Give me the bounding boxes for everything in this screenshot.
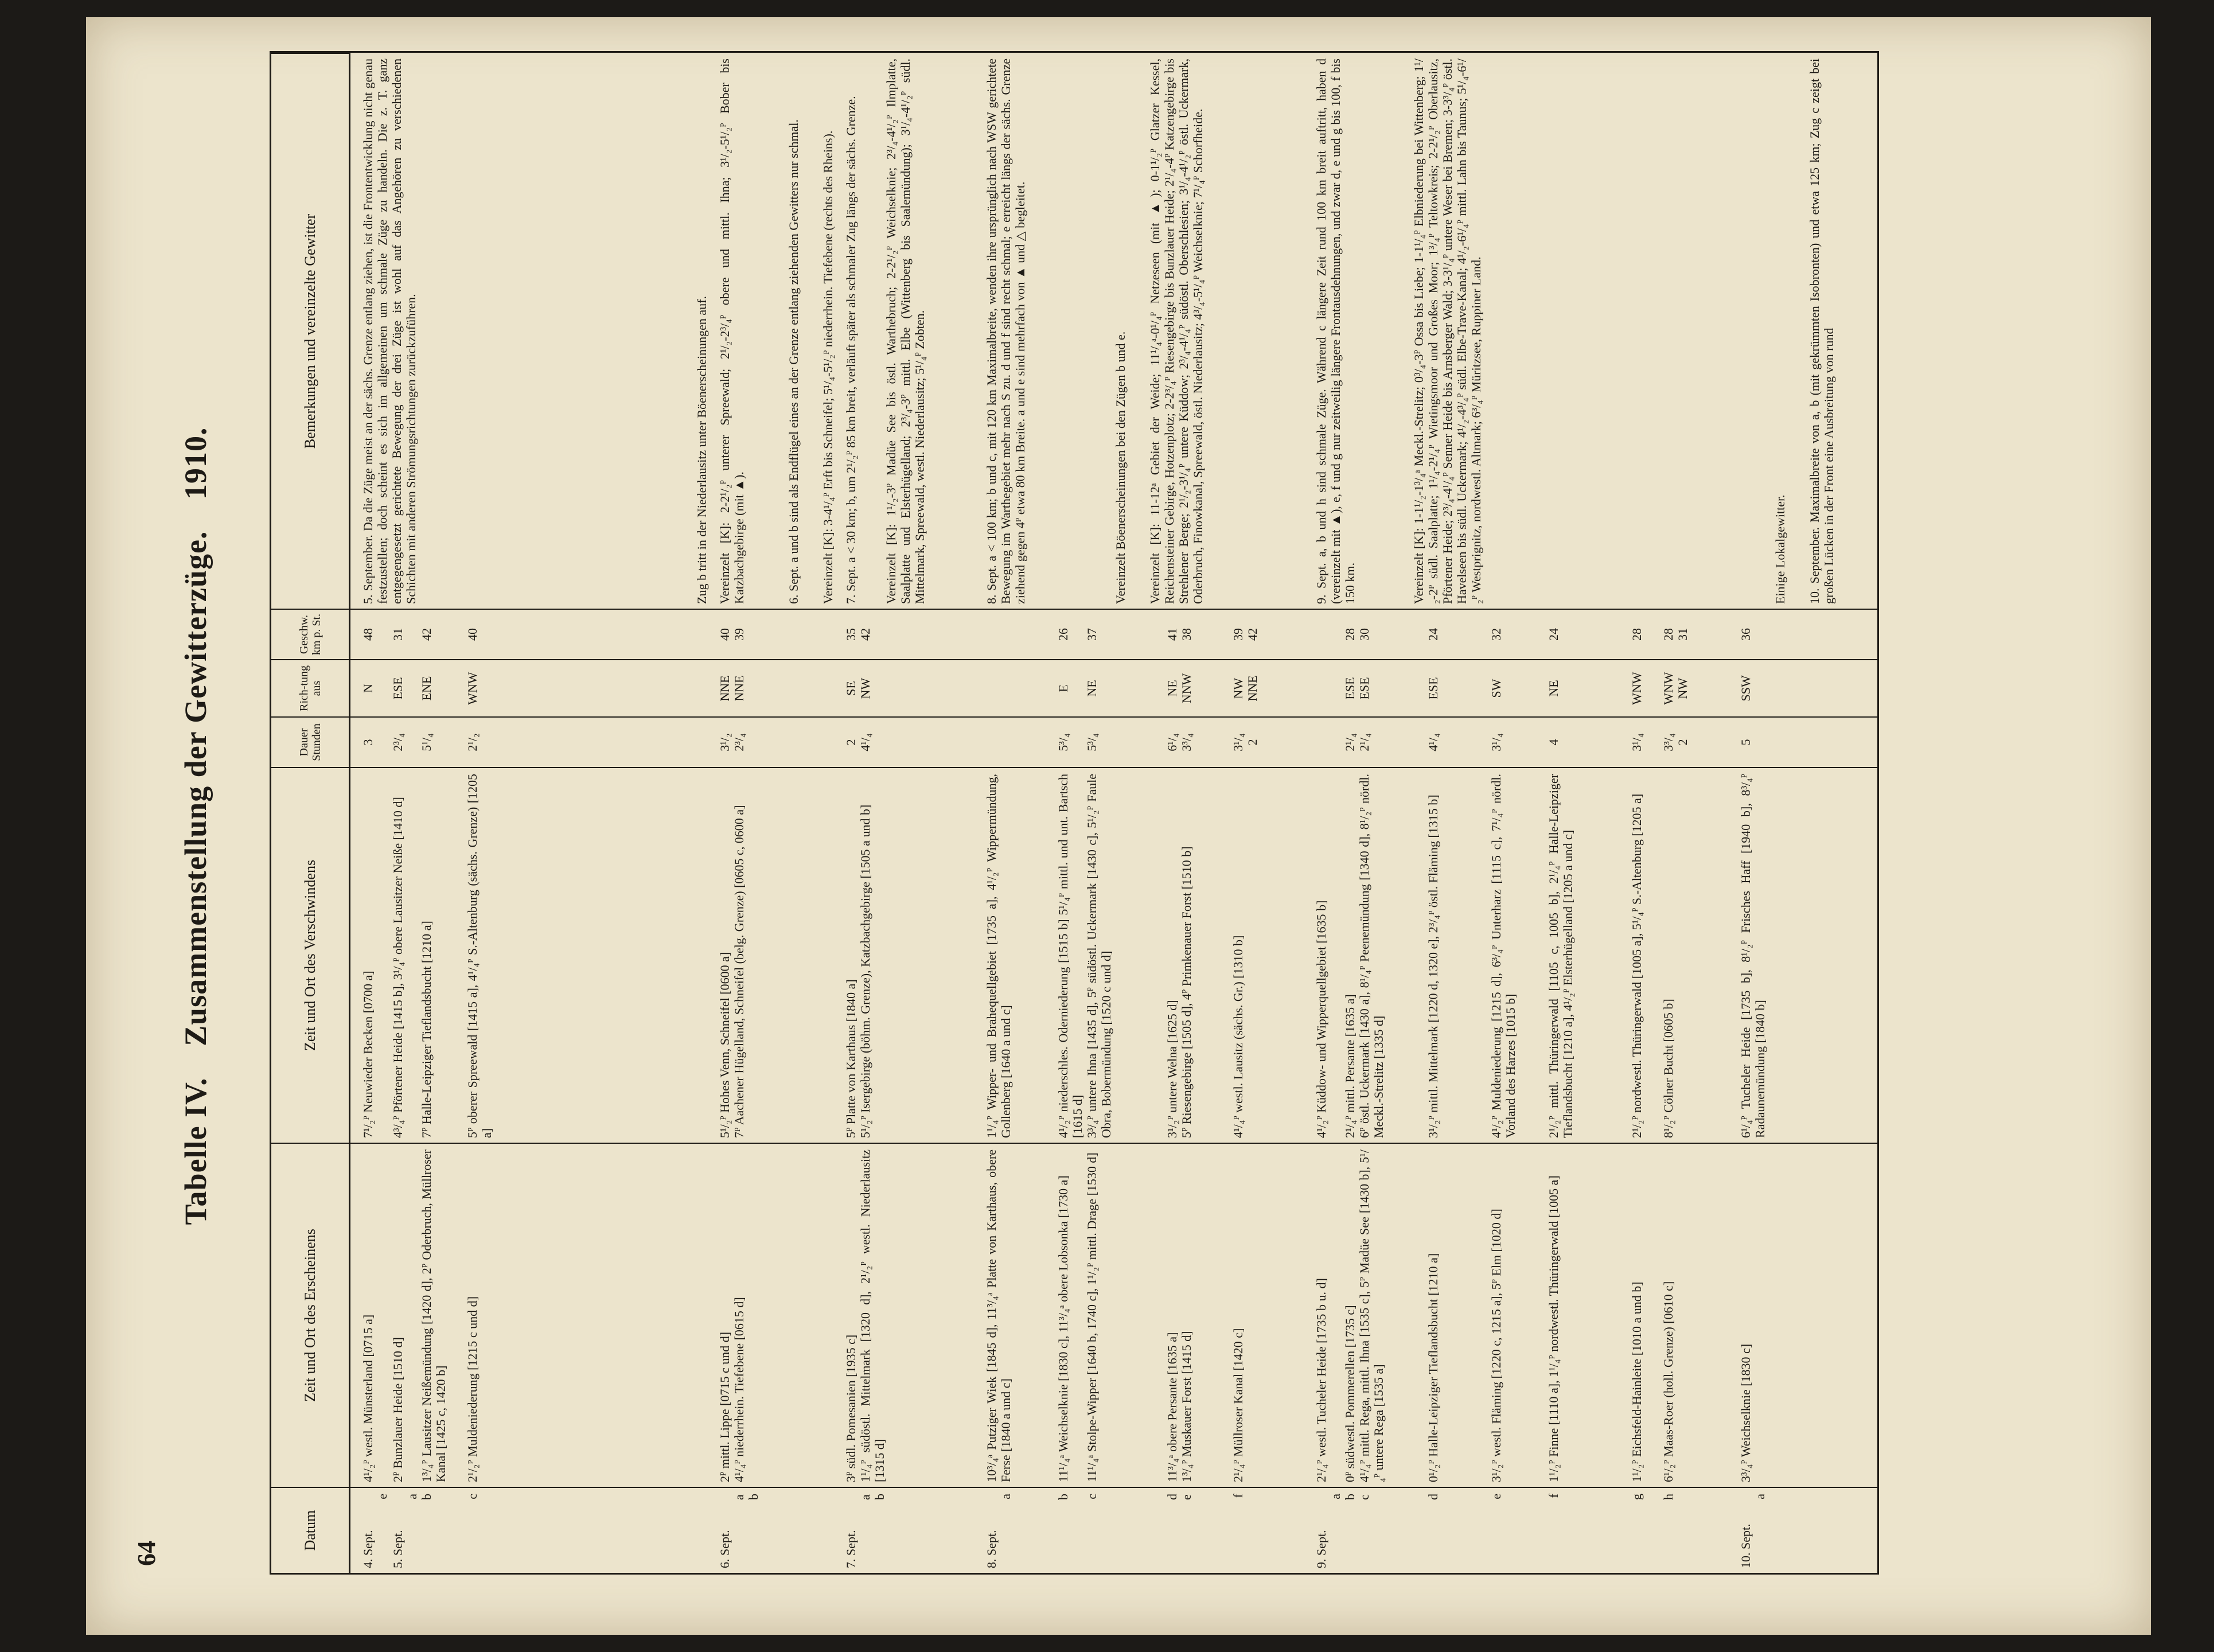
direction-value: WNW NW bbox=[1661, 672, 1690, 705]
duration-value: 2¹/₄ 2¹/₄ bbox=[1343, 733, 1371, 751]
title-year: 1910. bbox=[178, 427, 213, 500]
duration-value: 3¹/₄ 2 bbox=[1231, 733, 1260, 751]
duration-value: 4 bbox=[1546, 739, 1561, 746]
remark-entry: Vereinzelt [K]: 1¹/₂-3ᴾ Madüe See bis östl. Warthebruch; 2-2¹/₂ᴾ Weichselknie; 2³/₄-4¹/₂ᴾ Ilmplatte, Saalplatte und Elsterhügelland; 2³/₄-3ᴾ mittl. Elbe (Wittenberg bis Saalemündung); 3¹/₄-4¹/₂ᴾ südl. Mittelmark, Spreewald, westl. Niederlausitz; 5¹/₄ᴾ Zobten. bbox=[884, 59, 927, 604]
header-richtung: Rich-tung aus bbox=[271, 659, 350, 716]
disappearance-entry: 3³/₄ᴾ untere Ihna [1435 d], 5ᴾ südöstl. Uckermark [1430 c], 5¹/₂ᴾ Faule Obra, Bobermündung [1520 c und d] bbox=[1085, 774, 1113, 1138]
storm-letter: h bbox=[1661, 1494, 1675, 1500]
appearance-entry: 3³/₄ᴾ Weichselknie [1830 c] bbox=[1739, 1343, 1753, 1482]
speed-value: 24 bbox=[1546, 628, 1561, 641]
duration-value: 3¹/₄ bbox=[1630, 733, 1644, 751]
disappearance-entry: 4³/₄ᴾ Pförtener Heide [1415 b], 3¹/₄ᴾ obere Lausitzer Neiße [1410 d] bbox=[391, 797, 405, 1138]
speed-value: 40 39 bbox=[718, 628, 746, 641]
appearance-entry: 10³/₄ᵃ Putziger Wiek [1845 d], 11³/₄ᵃ Platte von Karthaus, obere Ferse [1840 a und c] bbox=[984, 1150, 1013, 1482]
storm-letter: d bbox=[1426, 1494, 1440, 1500]
disappearance-entry: 5ᴾ oberer Spreewald [1415 a], 4¹/₄ᴾ S.-Altenburg (sächs. Grenze) [1205 a] bbox=[465, 774, 494, 1138]
speed-value: 28 bbox=[1630, 628, 1644, 641]
speed-value: 36 bbox=[1739, 628, 1753, 641]
disappearance-entry: 4¹/₄ᴾ westl. Lausitz (sächs. Gr.) [1310 b] bbox=[1231, 935, 1245, 1138]
title-text: Zusammenstellung der Gewitterzüge. bbox=[178, 531, 213, 1046]
direction-value: WNW bbox=[465, 672, 480, 705]
direction-value: ENE bbox=[419, 676, 434, 701]
duration-value: 2 4¹/₄ bbox=[844, 733, 872, 751]
duration-value: 3¹/₄ bbox=[1489, 733, 1503, 751]
date-label: 5. Sept. bbox=[391, 1530, 405, 1568]
disappearance-entry: 4¹/₂ᴾ niederschles. Oderniederung [1515 b] 5¹/₄ᴾ mittl. und unt. Bartsch [1615 d] bbox=[1056, 774, 1085, 1138]
storm-letter: c bbox=[1085, 1494, 1099, 1499]
appearance-entry: 6¹/₂ᴾ Maas-Roer (holl. Grenze) [0610 c] bbox=[1661, 1281, 1675, 1482]
storm-letter: b c bbox=[1343, 1494, 1371, 1500]
speed-value: 41 38 bbox=[1165, 628, 1194, 641]
direction-value: NE NNW bbox=[1165, 673, 1194, 704]
header-geschw: Geschw. km p. St. bbox=[271, 609, 350, 659]
disappearance-entry: 2¹/₄ᴾ mittl. Persante [1635 a] 6ᴾ östl. Uckermark [1430 a], 8¹/₄ᴾ Peenemündung [1340 d], 8¹/₂ᴾ nördl. Meckl.-Strelitz [1335 d] bbox=[1343, 774, 1386, 1138]
appearance-entry: 0¹/₂ᴾ Halle-Leipziger Tieflandsbucht [1210 a] bbox=[1426, 1253, 1440, 1482]
remark-entry: 8. Sept. a < 100 km; b und c, mit 120 km Maximalbreite, wenden ihre ursprünglich nach WSW gerichtete Bewegung im Warthegebiet mehr nach S zu. d und f sind recht schmal; e erreicht längs der sächs. Grenze ziehend gegen 4ᴾ etwa 80 km Breite. a und e sind mehrfach von ▲ und △ begleitet. bbox=[984, 59, 1027, 604]
date-label: 4. Sept. bbox=[361, 1530, 375, 1568]
duration-value: 5 bbox=[1739, 739, 1753, 746]
duration-value: 5³/₄ bbox=[1085, 733, 1099, 751]
direction-value: NE bbox=[1085, 680, 1099, 697]
direction-value: SSW bbox=[1739, 675, 1753, 702]
direction-value: WNW bbox=[1630, 672, 1644, 705]
direction-value: NW NNE bbox=[1231, 675, 1260, 702]
storm-letter: f bbox=[1546, 1494, 1561, 1498]
date-cell bbox=[844, 1494, 887, 1568]
date-label: 8. Sept. bbox=[984, 1530, 999, 1568]
column-datum bbox=[350, 1487, 1877, 1573]
remark-entry: Vereinzelt [K]: 3-4¹/₄ᴾ Erft bis Schneifel; 5¹/₄-5¹/₂ᴾ niederrhein. Tiefebene (rechts des Rheins). bbox=[821, 130, 835, 604]
column-verschwinden bbox=[350, 767, 1877, 1143]
direction-value: ESE bbox=[1426, 677, 1440, 700]
direction-value: N bbox=[361, 684, 375, 693]
remark-entry: Einige Lokalgewitter. bbox=[1773, 494, 1787, 604]
storm-letter: a bbox=[999, 1494, 1013, 1499]
date-cell bbox=[1739, 1494, 1767, 1568]
remark-entry: 10. September. Maximalbreite von a, b (mit gekrümmten Isobronten) und etwa 125 km; Zug c zeigt bei großen Lücken in der Front eine Ausbreitung von rund bbox=[1807, 59, 1836, 604]
storm-letter: b bbox=[1056, 1494, 1070, 1500]
speed-value: 32 bbox=[1489, 628, 1503, 641]
date-cell bbox=[718, 1494, 761, 1568]
storm-letter: a bbox=[1328, 1494, 1343, 1499]
speed-value: 42 bbox=[419, 628, 434, 641]
remark-entry: Vereinzelt [K]: 11-12ᵃ Gebiet der Weide; 11¹/₄ᵃ-0¹/₄ᴾ Netzeseen (mit ▲); 0-1¹/₂ᴾ Glatzer Kessel, Reichensteiner Gebirge, Hotzenplotz; 2-2³/₄ᴾ Riesengebirge bis Bunzlauer Heide; 2¹/₄-4ᴾ Katzengebirge bis Strehlener Berge; 2¹/₂-3¹/₄ᴾ untere Küddow; 2³/₄-4¹/₄ᴾ südöstl. Oberschlesien; 3¹/₄-4¹/₂ᴾ östl. Uckermark, Oderbruch, Finowkanal, Spreewald, östl. Niederlausitz; 4³/₄-5¹/₄ᴾ Weichselknie; 7¹/₄ᴾ Schorfheide. bbox=[1148, 59, 1205, 604]
appearance-entry: 2¹/₄ᴾ westl. Tucheler Heide [1735 b u. d] bbox=[1314, 1278, 1328, 1482]
disappearance-entry: 5ᴾ Platte von Karthaus [1840 a] 5¹/₂ᴾ Isergebirge (böhm. Grenze), Katzbachgebirge [1505 a und b] bbox=[844, 804, 872, 1138]
appearance-entry: 1³/₄ᴾ Lausitzer Neißemündung [1420 d], 2ᴾ Oderbruch, Müllroser Kanal [1425 c, 1420 b] bbox=[419, 1150, 448, 1482]
disappearance-entry: 8¹/₂ᴾ Cölner Bucht [0605 b] bbox=[1661, 999, 1675, 1138]
date-label: 7. Sept. bbox=[844, 1530, 858, 1568]
remark-entry: Vereinzelt [K]: 1-1¹/₂-1³/₄ᵃ Meckl.-Strelitz; 0³/₄-3ᴾ Ossa bis Liebe; 1-1¹/₄ᴾ Elbniederung bei Wittenberg; 1¹/₂-2ᴾ südl. Saalplatte; 1¹/₄-2¹/₄ᴾ Wietingsmoor und Großes Moor; 1³/₄ᴾ Teltowkreis; 2-2¹/₂ᴾ Oberlausitz, Pförtener Heide; 2³/₄-4¹/₄ᴾ Senner Heide bis Arnsberger Wald; 3-3¹/₄ᴾ untere Weser bei Bremen; 3-3³/₄ᴾ östl. Havelseen bis südl. Uckermark; 4¹/₂-4³/₄ᴾ südl. Elbe-Trave-Kanal; 4¹/₂-6¹/₄ᴾ mittl. Lahn bis Taunus; 5¹/₄-6¹/₂ᴾ Westprignitz, nordwestl. Altmark; 6³/₄ᴾ Müritzsee, Ruppiner Land. bbox=[1412, 59, 1483, 604]
direction-value: NNE NNE bbox=[718, 675, 746, 702]
date-cell bbox=[361, 1494, 389, 1568]
appearance-entry: 1¹/₂ᴾ Finne [1110 a], 1¹/₄ᴾ nordwestl. Thüringerwald [1005 a] bbox=[1546, 1175, 1561, 1482]
speed-value: 31 bbox=[391, 628, 405, 641]
storm-letter: a b bbox=[858, 1494, 887, 1500]
remark-entry: Vereinzelt [K]: 2-2¹/₂ᴾ unterer Spreewald; 2¹/₂-2³/₄ᴾ obere und mittl. Ihna; 3¹/₂-5¹/₂ᴾ Bober bis Katzbachgebirge (mit ▲). bbox=[718, 59, 746, 604]
disappearance-entry: 3¹/₂ᴾ mittl. Mittelmark [1220 d, 1320 e], 2³/₄ᴾ östl. Fläming [1315 b] bbox=[1426, 794, 1440, 1138]
date-cell bbox=[1314, 1494, 1343, 1568]
date-cell bbox=[391, 1494, 419, 1568]
appearance-entry: 3ᴾ südl. Pomesanien [1935 c] 1¹/₄ᴾ südöstl. Mittelmark [1320 d], 2¹/₂ᴾ westl. Niederlausitz [1315 d] bbox=[844, 1150, 887, 1482]
duration-value: 3¹/₂ 2³/₄ bbox=[718, 733, 746, 751]
header-bemerkungen: Bemerkungen und vereinzelte Gewitter bbox=[271, 53, 350, 609]
remark-entry: Zug b tritt in der Niederlausitz unter Böenerscheinungen auf. bbox=[695, 296, 709, 604]
appearance-entry: 4¹/₂ᴾ westl. Münsterland [0715 a] bbox=[361, 1314, 375, 1482]
storm-letter: a bbox=[405, 1494, 419, 1499]
appearance-entry: 2ᴾ Bunzlauer Heide [1510 d] bbox=[391, 1337, 405, 1482]
disappearance-entry: 4¹/₂ᴾ Küddow- und Wipperquellgebiet [1635 b] bbox=[1314, 900, 1328, 1138]
storm-letter: e bbox=[375, 1494, 389, 1499]
storm-letter: e bbox=[1489, 1494, 1503, 1499]
column-richtung bbox=[350, 659, 1877, 716]
speed-value: 24 bbox=[1426, 628, 1440, 641]
speed-value: 26 bbox=[1056, 628, 1070, 641]
duration-value: 4¹/₄ bbox=[1426, 733, 1440, 751]
direction-value: SW bbox=[1489, 679, 1503, 698]
appearance-entry: 2¹/₂ᴾ Muldeniederung [1215 c und d] bbox=[465, 1296, 480, 1482]
disappearance-entry: 7ᴾ Halle-Leipziger Tieflandsbucht [1210 a] bbox=[419, 921, 434, 1138]
page-number: 64 bbox=[132, 1541, 161, 1566]
speed-value: 35 42 bbox=[844, 628, 872, 641]
appearance-entry: 2ᴾ mittl. Lippe [0715 c und d] 4¹/₄ᴾ niederrhein. Tiefebene [0615 d] bbox=[718, 1297, 746, 1482]
storm-letter: b bbox=[419, 1494, 434, 1500]
appearance-entry: 11¹/₄ᵃ Stolpe-Wipper [1640 b, 1740 c], 1¹/₂ᴾ mittl. Drage [1530 d] bbox=[1085, 1152, 1099, 1482]
table-title bbox=[178, 143, 213, 1509]
disappearance-entry: 2¹/₂ᴾ nordwestl. Thüringerwald [1005 a], 5¹/₄ᴾ S.-Altenburg [1205 a] bbox=[1630, 793, 1644, 1138]
rotated-content bbox=[86, 17, 2151, 1635]
appearance-entry: 3¹/₂ᴾ westl. Fläming [1220 c, 1215 a], 5ᴾ Elm [1020 d] bbox=[1489, 1209, 1503, 1482]
storm-letter: f bbox=[1231, 1494, 1245, 1498]
duration-value: 2¹/₂ bbox=[465, 733, 480, 751]
speed-value: 39 42 bbox=[1231, 628, 1260, 641]
appearance-entry: 0ᴾ südwestl. Pommerellen [1735 c] 4¹/₄ᴾ mittl. Rega, mittl. Ihna [1535 c], 5ᴾ Madüe See [1430 b], 5¹/₄ᴾ untere Rega [1535 a] bbox=[1343, 1150, 1386, 1482]
remark-entry: 6. Sept. a und b sind als Endflügel eines an der Grenze entlang ziehenden Gewitters nur schmal. bbox=[786, 119, 801, 604]
appearance-entry: 11³/₄ᵃ obere Persante [1635 a] 1³/₄ᴾ Muskauer Forst [1415 d] bbox=[1165, 1331, 1194, 1482]
scanned-page bbox=[86, 17, 2151, 1635]
direction-value: SE NW bbox=[844, 677, 872, 699]
date-label: 6. Sept. bbox=[718, 1530, 732, 1568]
date-cell bbox=[984, 1494, 1013, 1568]
column-geschw bbox=[350, 609, 1877, 659]
column-dauer bbox=[350, 716, 1877, 767]
remark-entry: 5. September. Da die Züge meist an der sächs. Grenze entlang ziehen, ist die Frontentwicklung nicht genau festzustellen; doch scheint es sich im allgemeinen um schmale Züge zu handeln. Die z. T. ganz entgegengesetzt gerichtete Bewegung der drei Züge ist wohl auf das Angehören zu verschiedenen Schichten mit anderen Strömungsrichtungen zurückzuführen. bbox=[361, 59, 418, 604]
direction-value: ESE ESE bbox=[1343, 677, 1371, 700]
disappearance-entry: 2¹/₂ᴾ mittl. Thüringerwald [1105 c, 1005 b], 2¹/₄ᴾ Halle-Leipziger Tieflandsbucht [1210 a], 4¹/₂ᴾ Elsterhügelland [1205 a und c] bbox=[1546, 774, 1575, 1138]
disappearance-entry: 7¹/₂ᴾ Neuwieder Becken [0700 a] bbox=[361, 971, 375, 1138]
column-bemerkungen bbox=[350, 53, 1877, 609]
date-label: 10. Sept. bbox=[1739, 1524, 1753, 1568]
duration-value: 5¹/₄ bbox=[419, 733, 434, 751]
storm-letter: a bbox=[1753, 1494, 1767, 1499]
title-label: Tabelle IV. bbox=[178, 1077, 213, 1225]
storm-letter: a b bbox=[732, 1494, 761, 1500]
duration-value: 5³/₄ bbox=[1056, 733, 1070, 751]
column-erscheinen bbox=[350, 1143, 1877, 1487]
date-label: 9. Sept. bbox=[1314, 1530, 1328, 1568]
speed-value: 48 bbox=[361, 628, 375, 641]
disappearance-entry: 1¹/₄ᴾ Wipper- und Brahequellgebiet [1735 a], 4¹/₂ᴾ Wippermündung, Gollenberg [1640 a und c] bbox=[984, 774, 1013, 1138]
duration-value: 2³/₄ bbox=[391, 733, 405, 751]
speed-value: 28 31 bbox=[1661, 628, 1690, 641]
direction-value: NE bbox=[1546, 680, 1561, 697]
duration-value: 3 bbox=[361, 739, 375, 746]
header-erscheinen: Zeit und Ort des Erscheinens bbox=[271, 1143, 350, 1487]
speed-value: 37 bbox=[1085, 628, 1099, 641]
storm-letter: g bbox=[1630, 1494, 1644, 1500]
header-dauer: Dauer Stunden bbox=[271, 716, 350, 767]
speed-value: 40 bbox=[465, 628, 480, 641]
appearance-entry: 2¹/₄ᴾ Müllroser Kanal [1420 c] bbox=[1231, 1328, 1245, 1482]
header-verschwinden: Zeit und Ort des Verschwindens bbox=[271, 767, 350, 1143]
header-datum: Datum bbox=[271, 1487, 350, 1573]
remark-entry: 7. Sept. a < 30 km; b, um 2¹/₂ᴾ 85 km breit, verläuft später als schmaler Zug längs der sächs. Grenze. bbox=[844, 96, 858, 604]
direction-value: E bbox=[1056, 684, 1070, 692]
storm-letter: c bbox=[465, 1494, 480, 1499]
remark-entry: 9. Sept. a, b und h sind schmale Züge. Während c längere Zeit rund 100 km breit auftritt, haben d (vereinzelt mit ▲), e, f und g nur zeitweilig längere Frontausdehnungen, und zwar d, e und g bis 100, f bis 150 km. bbox=[1314, 59, 1357, 604]
duration-value: 6¹/₄ 3³/₄ bbox=[1165, 733, 1194, 751]
disappearance-entry: 4¹/₂ᴾ Muldeniederung [1215 d], 6³/₄ᴾ Unterharz [1115 c], 7¹/₄ᴾ nördl. Vorland des Harzes [1015 b] bbox=[1489, 774, 1518, 1138]
duration-value: 3³/₄ 2 bbox=[1661, 733, 1690, 751]
direction-value: ESE bbox=[391, 677, 405, 700]
storm-letter: d e bbox=[1165, 1494, 1194, 1500]
disappearance-entry: 3¹/₂ᴾ untere Welna [1625 d] 5ᴾ Riesengebirge [1505 d], 4ᴾ Primkenauer Forst [1510 b] bbox=[1165, 846, 1194, 1138]
disappearance-entry: 6¹/₄ᴾ Tucheler Heide [1735 b], 8¹/₂ᴾ Frisches Haff [1940 b], 8³/₄ᴾ Radaunemündung [1840 b] bbox=[1739, 774, 1767, 1138]
disappearance-entry: 5¹/₂ᴾ Hohes Venn, Schneifel [0600 a] 7ᴾ Aachener Hügelland, Schneifel (belg. Grenze) [0605 c, 0600 a] bbox=[718, 805, 746, 1138]
speed-value: 28 30 bbox=[1343, 628, 1371, 641]
appearance-entry: 1¹/₂ᴾ Eichsfeld-Hainleite [1010 a und b] bbox=[1630, 1281, 1644, 1482]
remark-entry: Vereinzelt Böenerscheinungen bei den Zügen b und e. bbox=[1113, 331, 1128, 604]
appearance-entry: 11¹/₄ᵃ Weichselknie [1830 c], 11³/₄ᵃ obere Lobsonka [1730 a] bbox=[1056, 1175, 1070, 1482]
storm-table bbox=[270, 51, 1879, 1575]
